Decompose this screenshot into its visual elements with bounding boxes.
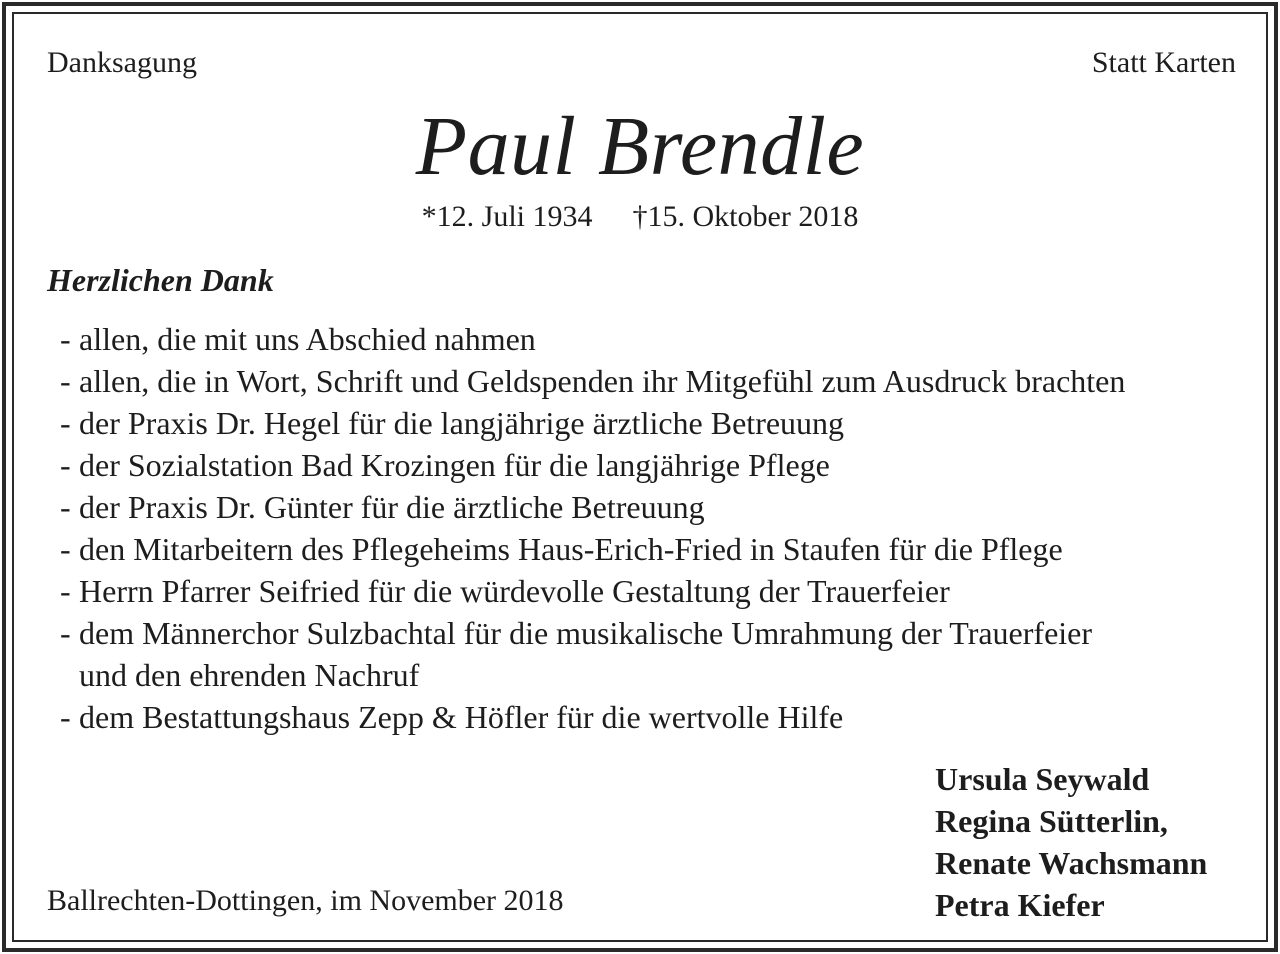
list-item <box>60 360 1125 402</box>
list-item <box>60 486 1125 528</box>
list-item-text: den Mitarbeitern des Pflegeheims Haus-Erich-Fried in Staufen für die Pflege <box>79 531 1063 567</box>
list-item-text: allen, die mit uns Abschied nahmen <box>79 321 536 357</box>
list-item-text: dem Bestattungshaus Zepp & Höfler für die wertvolle Hilfe <box>79 699 844 735</box>
list-item-continuation <box>60 654 1125 696</box>
list-item-text: und den ehrenden Nachruf <box>79 657 420 693</box>
list-item-text: Herrn Pfarrer Seifried für die würdevolle Gestaltung der Trauerfeier <box>79 573 950 609</box>
list-marker: - <box>60 573 71 609</box>
list-marker: - <box>60 489 71 525</box>
list-item <box>60 444 1125 486</box>
signer-name: Ursula Seywald <box>935 761 1150 797</box>
thanks-heading: Herzlichen Dank <box>47 262 274 298</box>
list-item <box>60 612 1125 654</box>
signer-name: Renate Wachsmann <box>935 845 1208 881</box>
death-date: †15. Oktober 2018 <box>632 200 859 233</box>
list-item <box>60 570 1125 612</box>
list-marker: - <box>60 405 71 441</box>
list-marker: - <box>60 615 71 651</box>
deceased-name: Paul Brendle <box>415 100 865 193</box>
list-item <box>60 402 1125 444</box>
life-dates <box>0 200 1280 234</box>
thanks-list <box>60 318 1125 738</box>
list-item-text: der Praxis Dr. Günter für die ärztliche Betreuung <box>79 489 705 525</box>
list-item <box>60 318 1125 360</box>
birth-date: *12. Juli 1934 <box>421 200 593 233</box>
place-and-date: Ballrechten-Dottingen, im November 2018 <box>47 884 564 917</box>
header-statt-karten: Statt Karten <box>1091 46 1236 79</box>
list-marker: - <box>60 363 71 399</box>
list-marker: - <box>60 321 71 357</box>
header-danksagung: Danksagung <box>47 46 197 79</box>
signer-name: Petra Kiefer <box>935 887 1105 923</box>
signers-list <box>935 758 1207 926</box>
list-item-text: der Praxis Dr. Hegel für die langjährige ärztliche Betreuung <box>79 405 845 441</box>
list-marker: - <box>60 447 71 483</box>
list-item-text: der Sozialstation Bad Krozingen für die langjährige Pflege <box>79 447 830 483</box>
list-item <box>60 696 1125 738</box>
list-item-text: dem Männerchor Sulzbachtal für die musikalische Umrahmung der Trauerfeier <box>79 615 1093 651</box>
list-marker: - <box>60 699 71 735</box>
list-item <box>60 528 1125 570</box>
list-item-text: allen, die in Wort, Schrift und Geldspenden ihr Mitgefühl zum Ausdruck brachten <box>79 363 1126 399</box>
signer-name: Regina Sütterlin, <box>935 803 1168 839</box>
list-marker: - <box>60 531 71 567</box>
